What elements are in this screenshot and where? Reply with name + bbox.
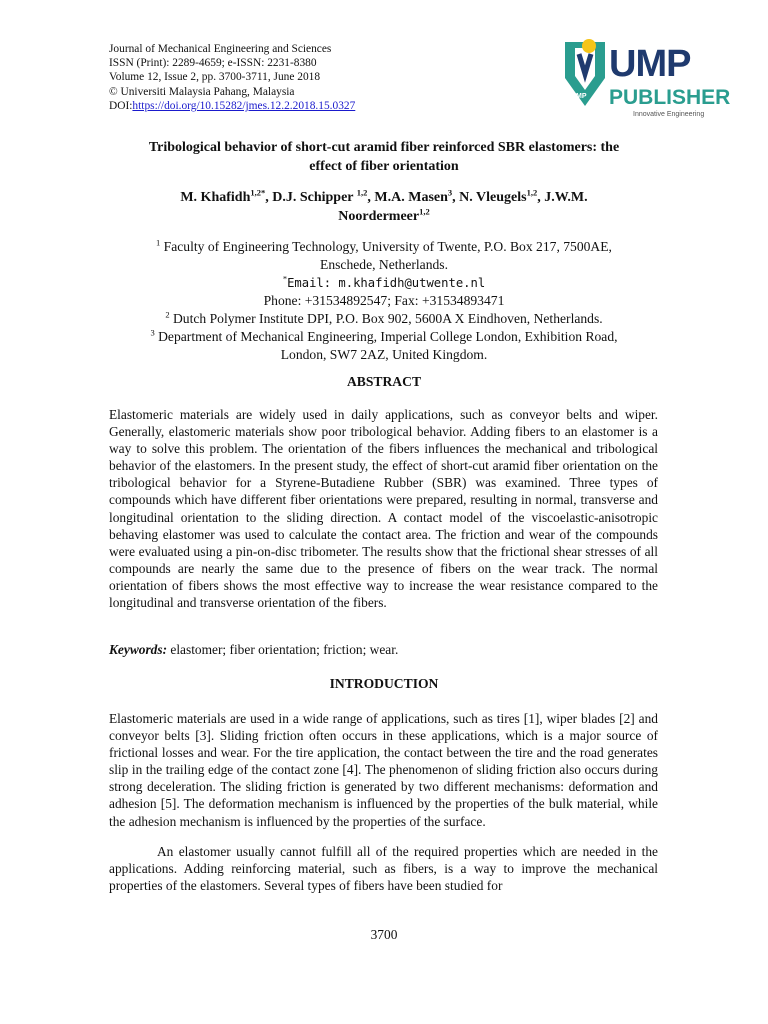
author-2-sup: 1,2: [356, 187, 368, 198]
authors-line-1: [109, 188, 659, 207]
paper-title: [109, 138, 659, 176]
author-3: , M.A. Masen: [367, 190, 448, 205]
intro-paragraph-1: Elastomeric materials are used in a wide range of applications, such as tires [1], wiper blades [2] and conveyor belts [3]. Sliding friction often occurs in these applications, which is a major source of frictional losses and wear. For the tire application, the contact between the tire and the road generates slip in the trailing edge of the contact zone [4]. The phenomenon of sliding friction also occurs during strong deceleration. The sliding friction is generated by two different mechanisms: deformation and adhesion [5]. The deformation mechanism is influenced by the properties of the bulk material, while the adhesion mechanism is influenced by the properties of the surface.: [109, 711, 658, 829]
keywords-line: [109, 642, 398, 658]
email-line: [109, 274, 659, 292]
author-5-sup: 1,2: [419, 206, 430, 217]
affiliation-3-line-2: London, SW7 2AZ, United Kingdom.: [280, 347, 488, 362]
author-3-sup: 3: [447, 187, 453, 198]
author-4-sup: 1,2: [526, 187, 538, 198]
journal-name: Journal of Mechanical Engineering and Sciences: [109, 43, 332, 55]
introduction-heading: INTRODUCTION: [329, 676, 439, 691]
author-1-sup: 1,2*: [250, 187, 266, 198]
affiliation-3-text: Department of Mechanical Engineering, Imperial College London, Exhibition Road,: [154, 329, 618, 344]
doi-label: DOI:: [109, 99, 133, 112]
title-line-1: Tribological behavior of short-cut aramid fiber reinforced SBR elastomers: the: [148, 140, 620, 155]
authors-line-2: [109, 207, 659, 226]
logo-publisher-text: PUBLISHER: [609, 86, 731, 109]
ump-publisher-logo: [557, 32, 731, 124]
affiliation-1-line-1: [109, 238, 659, 256]
page-number: 3700: [370, 927, 398, 942]
affiliations: [109, 238, 659, 364]
logo-ump-text: UMP: [609, 43, 691, 85]
affiliation-2-sup: 2: [165, 309, 170, 320]
issn-line: ISSN (Print): 2289-4659; e-ISSN: 2231-8380: [109, 57, 317, 70]
journal-header: [109, 42, 355, 113]
affiliation-1-line-2: Enschede, Netherlands.: [320, 257, 448, 272]
volume-line: Volume 12, Issue 2, pp. 3700-3711, June 2018: [109, 71, 321, 84]
email-sup: *: [282, 273, 288, 284]
affiliation-2: [109, 310, 659, 328]
abstract-heading: ABSTRACT: [346, 374, 422, 389]
author-5: , J.W.M.: [537, 190, 588, 205]
author-list: [109, 188, 659, 226]
author-1: M. Khafidh: [180, 190, 251, 205]
phone-line: Phone: +31534892547; Fax: +31534893471: [263, 293, 505, 308]
author-2: , D.J. Schipper: [265, 190, 357, 205]
affiliation-1-text: Faculty of Engineering Technology, University of Twente, P.O. Box 217, 7500AE,: [160, 239, 612, 254]
affiliation-3-sup: 3: [150, 327, 155, 338]
keywords-text: elastomer; fiber orientation; friction; wear.: [167, 642, 399, 657]
keywords-label: Keywords:: [109, 642, 168, 657]
copyright-line: © Universiti Malaysia Pahang, Malaysia: [109, 85, 295, 98]
logo-emblem-text: UMP: [571, 93, 587, 100]
logo-emblem-badge: [582, 39, 596, 53]
title-line-2: effect of fiber orientation: [309, 159, 459, 174]
intro-paragraph-2: An elastomer usually cannot fulfill all of the required properties which are needed in the applications. Adding reinforcing material, such as fibers, is a way to improve the mechanical properties of the elastomers. Several types of fibers have been studied for: [109, 844, 658, 894]
doi-line: [109, 99, 355, 113]
author-4: , N. Vleugels: [452, 190, 527, 205]
affiliation-1-sup: 1: [156, 237, 161, 248]
email-address[interactable]: Email: m.khafidh@utwente.nl: [287, 276, 486, 290]
affiliation-2-text: Dutch Polymer Institute DPI, P.O. Box 902, 5600A X Eindhoven, Netherlands.: [169, 311, 603, 326]
abstract-text: Elastomeric materials are widely used in daily applications, such as conveyor belts and wiper. Generally, elastomeric materials show poor tribological behavior. Adding fibers to an elastomer is a way to solve this problem. The orientation of the fibers influences the mechanical and tribological behavior of the elastomers. In the present study, the effect of short-cut aramid fiber orientation on the tribological behavior for a Styrene-Butadiene Rubber (SBR) was examined. Three types of compounds which have different fiber orientations were prepared, resulting in normal, transverse and longitudinal orientation to the sliding direction. A contact model of the viscoelastic-anisotropic behaving elastomer was used to calculate the contact area. The friction and wear of the compounds were evaluated using a pin-on-disc tribometer. The results show that the frictional shear stresses of all compounds are nearly the same due to the presence of fibers on the wear track. The normal orientation of fibers shows the most effective way to increase the wear resistance compared to the longitudinal and transverse orientation of the fibers.: [109, 407, 658, 611]
affiliation-3-line-1: [109, 328, 659, 346]
author-5b: Noordermeer: [338, 209, 420, 224]
logo-tagline: Innovative Engineering: [633, 111, 705, 118]
doi-link[interactable]: https://doi.org/10.15282/jmes.12.2.2018.15.0327: [132, 99, 356, 112]
